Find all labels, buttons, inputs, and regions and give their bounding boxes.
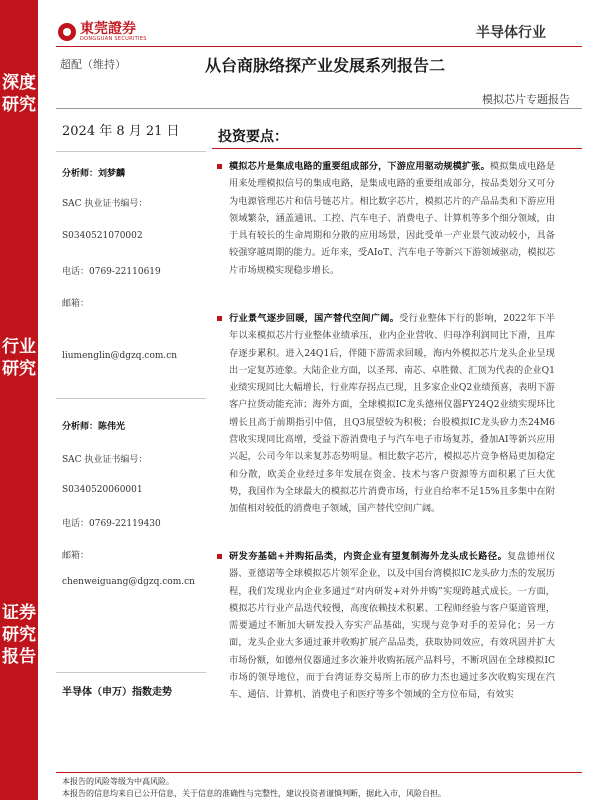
rating-label: 超配（维持） xyxy=(60,58,126,71)
sidebar-label-deep-research: 深度 研究 xyxy=(2,73,36,115)
analyst-name: 分析师：陈伟光 xyxy=(62,422,126,432)
logo-subtext: DONGGUAN SECURITIES xyxy=(80,36,147,42)
sac-number: S0340520060001 xyxy=(62,485,143,495)
bullet-icon xyxy=(217,164,222,169)
key-point-paragraph xyxy=(229,548,555,704)
logo-text: 東莞證券 xyxy=(80,21,136,37)
logo-icon xyxy=(58,23,76,41)
industry-label: 半导体行业 xyxy=(476,25,546,41)
index-chart-title: 半导体（申万）指数走势 xyxy=(62,687,172,698)
analyst-phone: 电话：0769-22119430 xyxy=(62,519,161,529)
company-logo xyxy=(58,22,147,42)
left-divider xyxy=(56,398,206,399)
analyst-phone: 电话：0769-22110619 xyxy=(62,267,161,277)
key-point-body: 模拟集成电路是用来处理模拟信号的集成电路，是集成电路的重要组成部分，按品类划分又可分为电源管理芯片和信号链芯片。相比数字芯片，模拟芯片的产品品类和下游应用领域繁杂，涵盖通讯、工控、汽车电子、消费电子、计算机等多个细分领域，由于具有较长的生命周期和分散的应用场景，因此受单一产业景气波动较小，具备较强穿越周期的能力。近年来，受AIoT、汽车电子等新兴下游领域驱动，模拟芯片市场规模实现稳步增长。 xyxy=(229,161,556,276)
key-point-body: 受行业整体下行的影响，2022年下半年以来模拟芯片行业整体业绩承压，业内企业营收、归母净利润同比下滑，且库存逐步累积。进入24Q1后，伴随下游需求回暖，海内外模拟芯片龙头企业呈现出一定复苏迹象。大陆企业方面，以圣邦、南芯、卓胜微、汇顶为代表的企业Q1业绩实现同比大幅增长，行业库存拐点已现，且多家企业Q2业绩预喜，表明下游客户拉货动能充沛；海外方面，全球模拟IC龙头德州仪器FY24Q2业绩实现环比增长且高于前期指引中值，且Q3展望较为积极；台股模拟IC龙头矽力杰24M6营收实现同比高增，受益下游消费电子与汽车电子市场复苏，叠加AI等新兴应用兴起，公司今年以来复苏态势明显。相比数字芯片，模拟芯片竞争格局更加稳定和分散，欧美企业经过多年发展在资金、技术与客户资源等方面积累了巨大优势，我国作为全球最大的模拟芯片消费市场，行业自给率不足15%且多集中在附加值相对较低的消费电子领域，国产替代空间广阔。 xyxy=(229,313,555,515)
left-divider xyxy=(56,151,206,152)
report-subtitle: 模拟芯片专题报告 xyxy=(482,93,570,106)
key-point-lead: 行业景气逐步回暖，国产替代空间广阔。 xyxy=(229,313,400,324)
key-point-body: 复盘德州仪器、亚德诺等全球模拟芯片领军企业，以及中国台湾模拟IC龙头矽力杰的发展历程，我们发现业内企业多通过“对内研发+对外并购”实现跨越式成长。一方面，模拟芯片行业产品迭代较慢，高度依赖技术积累、工程师经验与客户渠道管理，需要通过不断加大研发投入夯实产品基础，实现与竞争对手的差异化；另一方面，龙头企业大多通过兼并收购扩展产品品类，获取协同效应，有效巩固并扩大市场份额，如德州仪器通过多次兼并收购拓展产品料号，不断巩固在全球模拟IC市场的领导地位，而于台湾证券交易所上市的矽力杰也通过多次收购实现在汽车、通信、计算机、消费电子和医疗等多个领域的全方位布局，有效实 xyxy=(229,551,556,701)
bullet-icon xyxy=(217,554,222,559)
key-point-paragraph xyxy=(229,310,555,518)
risk-level-note: 本报告的风险等级为中高风险。 xyxy=(62,777,174,786)
email-label: 邮箱： xyxy=(62,551,90,561)
bullet-icon xyxy=(217,316,222,321)
key-points-title: 投资要点： xyxy=(218,129,288,145)
sidebar-label-industry-research: 行业 研究 xyxy=(2,337,36,379)
key-point-paragraph xyxy=(229,158,555,279)
report-title: 从台商脉络探产业发展系列报告二 xyxy=(205,56,446,75)
key-points-divider xyxy=(212,148,582,149)
analyst-name: 分析师：刘梦麟 xyxy=(62,169,126,179)
key-point-lead: 模拟芯片是集成电路的重要组成部分，下游应用驱动规模扩张。 xyxy=(229,161,490,172)
report-date: 2024 年 8 月 21 日 xyxy=(62,124,180,139)
disclaimer-note: 本报告的信息均来自已公开信息，关于信息的准确性与完整性，建议投资者谨慎判断，据此入市，风险自担。 xyxy=(62,789,446,798)
title-divider xyxy=(56,108,582,109)
email-label: 邮箱： xyxy=(62,299,90,309)
footer-divider xyxy=(56,772,582,773)
sac-label: SAC 执业证书编号： xyxy=(62,455,148,465)
header-divider xyxy=(56,46,582,47)
left-divider xyxy=(56,672,206,673)
analyst-email[interactable]: liumenglin@dgzq.com.cn xyxy=(62,351,178,361)
sac-label: SAC 执业证书编号： xyxy=(62,199,148,209)
key-point-lead: 研发夯基础+并购拓品类，内资企业有望复制海外龙头成长路径。 xyxy=(229,551,508,562)
analyst-email[interactable]: chenweiguang@dgzq.com.cn xyxy=(62,577,195,587)
sac-number: S0340521070002 xyxy=(62,231,143,241)
sidebar xyxy=(0,0,38,800)
sidebar-label-securities-report: 证券 研究 报告 xyxy=(2,603,36,667)
